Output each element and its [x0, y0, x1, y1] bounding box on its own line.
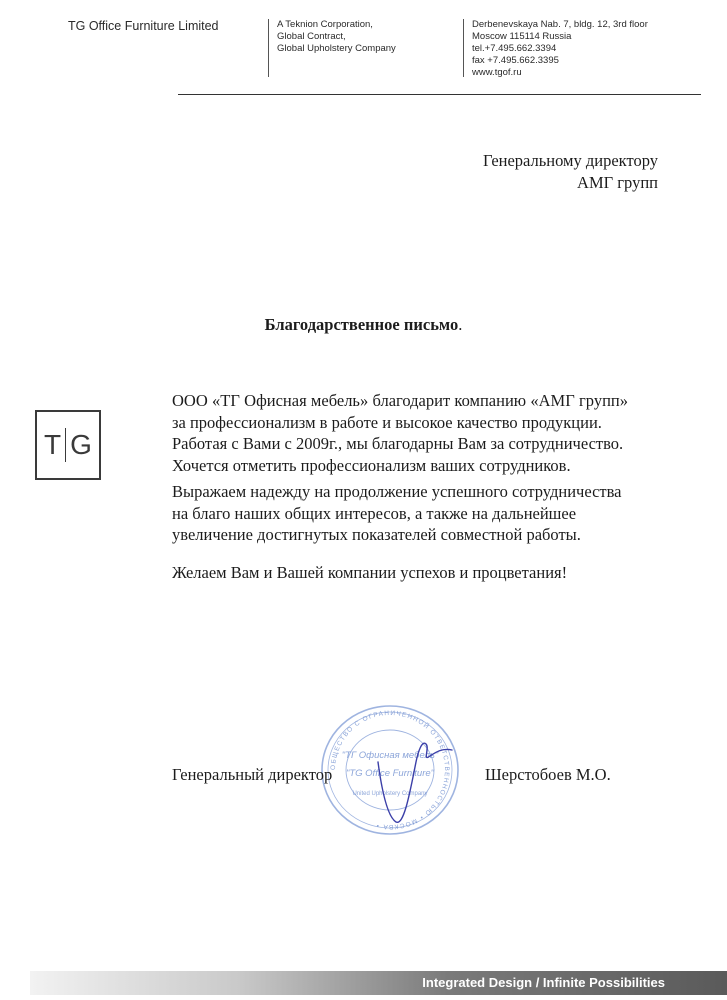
- footer-bar: [30, 971, 727, 995]
- addressee-block: [483, 150, 658, 194]
- fax-line: fax +7.495.662.3395: [472, 55, 559, 66]
- affiliation-line: Global Contract,: [277, 31, 346, 42]
- body-paragraph: Выражаем надежду на продолжение успешного сотрудничества на благо наших общих интересов, а также на дальнейшее увеличение достигнутых показателей совместной работы.: [172, 482, 622, 544]
- stamp-line-en: "TG Office Furniture": [345, 768, 435, 779]
- affiliation-line: A Teknion Corporation,: [277, 19, 373, 30]
- svg-text:United Upholstery Company: United Upholstery Company: [352, 791, 428, 797]
- addressee-line: АМГ групп: [577, 173, 658, 192]
- handwritten-signature: [360, 722, 460, 832]
- company-name: TG Office Furniture Limited: [68, 19, 219, 33]
- stamp-line-ru: "ТГ Офисная мебель": [341, 750, 439, 761]
- logo-letter-t: T: [44, 429, 62, 460]
- affiliation-block: [268, 19, 396, 77]
- letter-body: [172, 390, 628, 583]
- letter-title: [0, 315, 727, 335]
- body-paragraph: Желаем Вам и Вашей компании успехов и процветания!: [172, 562, 568, 582]
- affiliation-line: Global Upholstery Company: [277, 43, 396, 54]
- addressee-line: Генеральному директору: [483, 151, 658, 170]
- footer-tagline: Integrated Design / Infinite Possibilities: [422, 975, 665, 990]
- header-divider: [178, 94, 701, 95]
- signer-position: Генеральный директор: [172, 765, 333, 784]
- body-paragraph: ООО «ТГ Офисная мебель» благодарит компанию «АМГ групп» за профессионализм в работе и высокое качество продукции.: [172, 391, 628, 432]
- logo-separator: [65, 428, 66, 462]
- tg-logo: [35, 410, 101, 480]
- address-line: Derbenevskaya Nab. 7, bldg. 12, 3rd floor: [472, 19, 648, 30]
- phone-line: tel.+7.495.662.3394: [472, 43, 557, 54]
- signer-name: Шерстобоев М.О.: [485, 765, 611, 784]
- address-block: [463, 19, 648, 77]
- address-line: Moscow 115114 Russia: [472, 31, 572, 42]
- letter-title-period: .: [458, 315, 463, 334]
- letter-title-text: Благодарственное письмо: [264, 315, 459, 334]
- body-paragraph: Работая с Вами с 2009г., мы благодарны Вам за сотрудничество. Хочется отметить профессионализм ваших сотрудников.: [172, 434, 624, 475]
- website-line: www.tgof.ru: [472, 67, 522, 78]
- svg-text:ОБЩЕСТВО С ОГРАНИЧЕННОЙ ОТВЕТС: ОБЩЕСТВО С ОГРАНИЧЕННОЙ ОТВЕТСТВЕННОСТЬЮ • МОСКВА •: [329, 709, 451, 831]
- logo-letter-g: G: [70, 429, 92, 460]
